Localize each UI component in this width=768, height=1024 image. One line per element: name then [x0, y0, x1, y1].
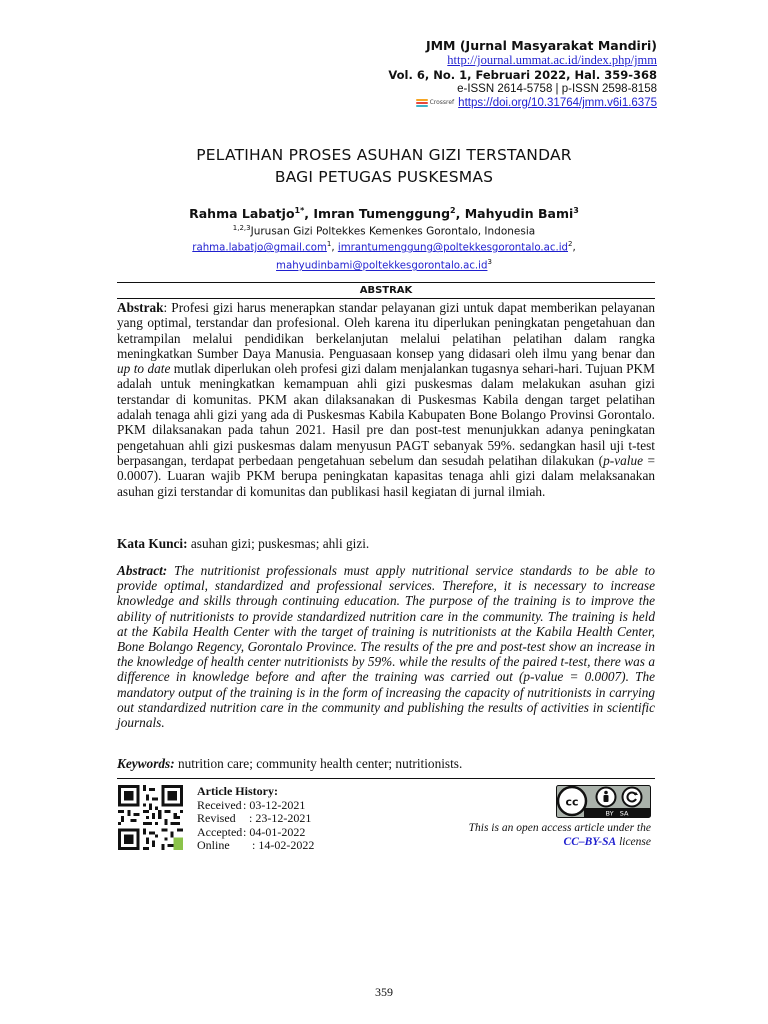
- abstract-id: [117, 300, 655, 499]
- email-sup: 2: [568, 240, 573, 248]
- abstract-text-2: mutlak diperlukan oleh profesi gizi dalam menjalankan tugasnya sehari-hari. Tujuan PKM adalah untuk meningkatkan kemampuan ahli gizi puskesmas dalam melakukan asuhan gizi terstandar di komunitas. PKM akan dilaksanakan di Puskesmas Kabila dengan target pelatihan adalah tenaga ahli gizi yang ada di Puskesmas Kabila Kabupaten Bone Bolango Provinsi Gorontalo. PKM dilaksanakan pada tahun 2021. Hasil pre dan post-test menunjukkan adanya peningkatan pengetahuan ahli gizi puskesmas dalam menyusun PAGT sebanyak 59%. sedangkan hasil uji t-test berpasangan, terdapat perbedaan pengetahuan sebelum dan sesudah pelatihan dilakukan (: [117, 361, 655, 468]
- author-sup: 1*: [294, 206, 305, 215]
- cc-by-sa-badge-icon[interactable]: [556, 785, 651, 818]
- svg-text:cc: cc: [565, 795, 579, 809]
- qr-code-icon[interactable]: [118, 785, 183, 850]
- history-label: Received: [197, 797, 242, 812]
- license-line-1: This is an open access article under the: [468, 822, 651, 834]
- history-row: [197, 839, 314, 853]
- cc-badge-text: BY SA: [605, 809, 629, 818]
- affiliation-text: Jurusan Gizi Poltekkes Kemenkes Gorontalo, Indonesia: [250, 225, 536, 238]
- journal-name: JMM (Jurnal Masyarakat Mandiri): [425, 38, 657, 53]
- author-list: [0, 206, 768, 221]
- email-sep: ,: [572, 242, 576, 254]
- crossref-icon: [416, 99, 428, 108]
- author-sup: 3: [573, 206, 579, 215]
- title-line-1: PELATIHAN PROSES ASUHAN GIZI TERSTANDAR: [196, 146, 572, 164]
- abstract-en: [117, 563, 655, 730]
- license-note: [469, 821, 651, 849]
- author-sup: 2: [450, 206, 456, 215]
- page-number: 359: [375, 985, 393, 999]
- email-link[interactable]: rahma.labatjo@gmail.com: [192, 242, 327, 254]
- issn-line: e-ISSN 2614-5758 | p-ISSN 2598-8158: [457, 83, 657, 95]
- author-sep: ,: [455, 206, 465, 222]
- license-link[interactable]: CC–BY-SA: [563, 836, 617, 848]
- author-sep: ,: [304, 206, 314, 222]
- abstract-en-label: Abstract:: [117, 563, 168, 578]
- abstract-italic-phrase: up to date: [117, 361, 171, 377]
- history-value: : 23-12-2021: [243, 811, 312, 825]
- history-row: [197, 799, 314, 813]
- email-sup: 1: [326, 240, 332, 248]
- history-row: [197, 826, 314, 840]
- journal-url-link[interactable]: http://journal.ummat.ac.id/index.php/jmm: [447, 53, 657, 67]
- kata-kunci-label: Kata Kunci:: [117, 536, 188, 551]
- history-row: [197, 812, 314, 826]
- affiliation: [0, 224, 768, 238]
- author-name: Mahyudin Bami: [464, 206, 574, 222]
- history-heading: Article History:: [197, 784, 278, 798]
- crossref-logo: [416, 96, 455, 110]
- keywords: [117, 756, 655, 771]
- affiliation-sup: 1,2,3: [232, 224, 251, 232]
- abstract-en-text: The nutritionist professionals must apply nutritional service standards to be able to provide optimal, standardized and professional services. Therefore, it is necessary to increase knowledge and skills through continuing education. The purpose of the training is to improve the ability of nutritionists to provide standardized nutrition care in the community. The training is held at the Kabila Health Center with the target of training is nutritionists at the Kabila Health Center, Bone Bolango Regency, Gorontalo Province. The results of the pre and post-test show an increase in the knowledge of health center nutritionists by 59%. while the results of the paired t-test, there was a difference in knowledge before and after the training was carried out (p-value = 0.0007). The mandatory output of the training is in the form of increasing the capacity of nutritionists in carrying out standardized nutrition care in the community and publishing the results of activities in scientific journals.: [117, 563, 655, 731]
- email-link[interactable]: imrantumenggung@poltekkesgorontalo.ac.id: [337, 242, 568, 254]
- abstract-text-3: = 0.0007). Luaran wajib PKM berupa peningkatan kapasitas tenaga ahli gizi dalam melaksanakan asuhan gizi terstandar di komunitas dan publikasi hasil kegiatan di jurnal ilmiah.: [117, 452, 655, 499]
- article-title: [0, 144, 768, 188]
- history-label: Accepted: [197, 824, 243, 839]
- abstract-heading: ABSTRAK: [117, 282, 655, 299]
- history-value: : 04-01-2022: [243, 824, 306, 839]
- keywords-label: Keywords:: [117, 756, 175, 771]
- history-value: : 14-02-2022: [243, 838, 315, 852]
- email-sup: 3: [487, 258, 492, 267]
- keywords-text: nutrition care; community health center; nutritionists.: [174, 756, 463, 771]
- author-emails: [0, 237, 768, 274]
- journal-header: [388, 38, 657, 110]
- volume-line: Vol. 6, No. 1, Februari 2022, Hal. 359-368: [388, 68, 657, 82]
- kata-kunci: [117, 536, 655, 551]
- abstract-label: Abstrak: [117, 300, 164, 315]
- license-suffix: license: [616, 836, 651, 848]
- author-name: Imran Tumenggung: [313, 206, 451, 222]
- author-name: Rahma Labatjo: [189, 206, 295, 222]
- crossref-label: Crossref: [429, 99, 455, 106]
- history-label: Online: [197, 838, 230, 852]
- article-history: [197, 785, 314, 853]
- abstract-p-value: p-value: [603, 452, 643, 468]
- email-sep: ,: [331, 242, 338, 254]
- divider-rule: [117, 778, 655, 779]
- history-label: Revised: [197, 811, 236, 825]
- doi-link[interactable]: https://doi.org/10.31764/jmm.v6i1.6375: [458, 97, 657, 109]
- kata-kunci-text: asuhan gizi; puskesmas; ahli gizi.: [187, 536, 370, 551]
- history-value: : 03-12-2021: [243, 797, 306, 812]
- abstract-text-1: : Profesi gizi harus menerapkan standar pelayanan gizi untuk dapat memberikan pelayanan yang optimal, terstandar dan profesional. Oleh karena itu diperlukan peningkatan pengetahuan dan ketrampilan melalui pendidikan berkelanjutan melalui pelatihan pelatihan dalam rangka meningkatkan Sumber Daya Manusia. Penguasaan konsep yang didasari oleh ilmu yang benar dan: [117, 300, 655, 361]
- email-link[interactable]: mahyudinbami@poltekkesgorontalo.ac.id: [276, 260, 488, 272]
- title-line-2: BAGI PETUGAS PUSKESMAS: [274, 168, 494, 186]
